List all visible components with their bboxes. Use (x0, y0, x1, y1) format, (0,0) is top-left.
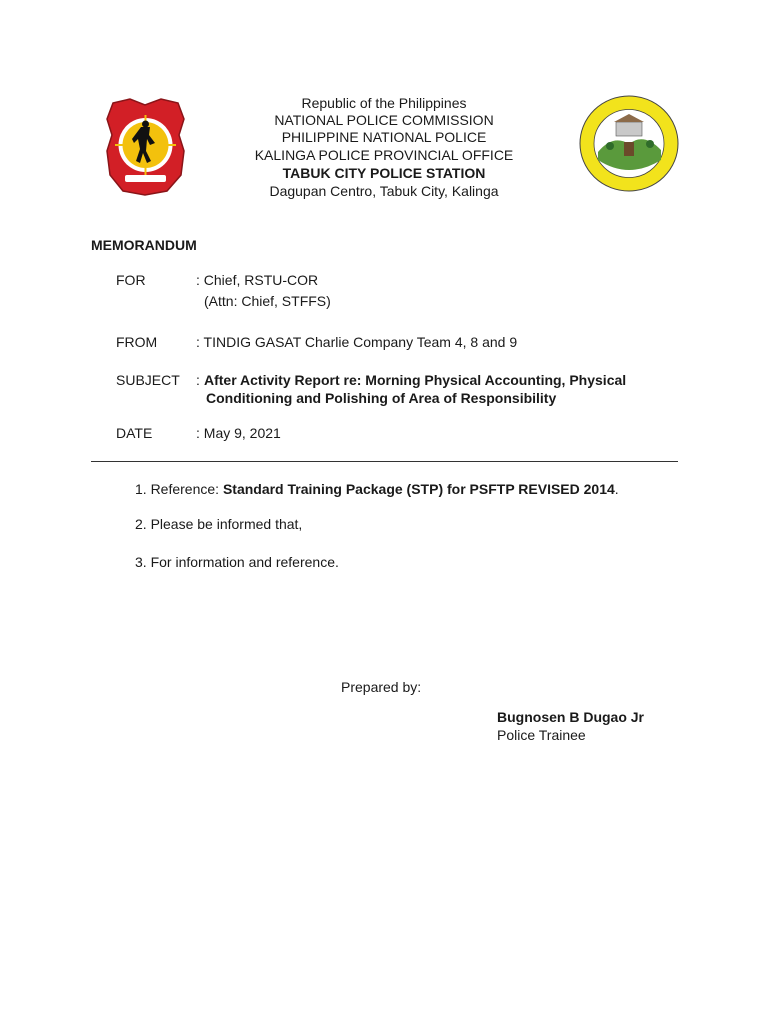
subject-line-2: Conditioning and Polishing of Area of Responsibility (206, 390, 557, 406)
header-divider (91, 461, 678, 462)
signatory-name: Bugnosen B Dugao Jr (497, 709, 645, 725)
header-pnp: PHILIPPINE NATIONAL POLICE (281, 129, 487, 145)
header-republic: Republic of the Philippines (301, 95, 467, 111)
reference-document: Standard Training Package (STP) for PSFTP REVISED 2014 (222, 481, 615, 497)
date-value: : May 9, 2021 (196, 425, 281, 441)
from-value: : TINDIG GASAT Charlie Company Team 4, 8 and 9 (196, 334, 518, 350)
date-label: DATE (116, 425, 153, 441)
header-station-name: TABUK CITY POLICE STATION (282, 165, 486, 181)
signatory-rank: Police Trainee (497, 727, 586, 743)
reference-prefix: 1. Reference: (135, 481, 223, 497)
for-label: FOR (116, 272, 146, 288)
header-provincial-office: KALINGA POLICE PROVINCIAL OFFICE (254, 147, 514, 163)
reference-suffix: . (614, 481, 619, 497)
from-label: FROM (116, 334, 158, 350)
prepared-by-label: Prepared by: (341, 679, 422, 695)
subject-colon: : (196, 372, 200, 388)
body-item-reference (135, 481, 619, 497)
subject-label: SUBJECT (116, 372, 180, 388)
header-napolcom: NATIONAL POLICE COMMISSION (274, 112, 494, 128)
header-address: Dagupan Centro, Tabuk City, Kalinga (269, 183, 499, 199)
subject-line-1: After Activity Report re: Morning Physical Accounting, Physical (204, 372, 627, 388)
body-item-informed: 2. Please be informed that, (135, 516, 303, 532)
for-attention: (Attn: Chief, STFFS) (204, 293, 331, 309)
body-item-information: 3. For information and reference. (135, 554, 339, 570)
memorandum-title: MEMORANDUM (91, 237, 197, 253)
for-value: : Chief, RSTU-COR (196, 272, 319, 288)
